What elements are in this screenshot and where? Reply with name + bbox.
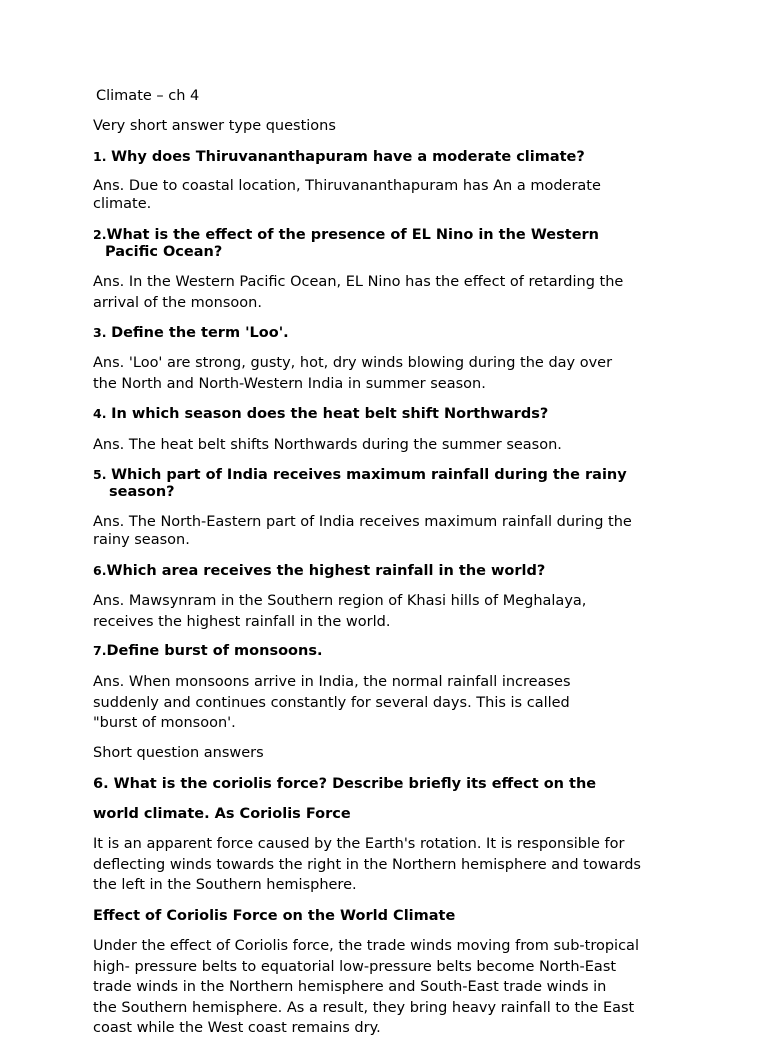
question-number: 5. bbox=[93, 467, 107, 482]
answer-line: arrival of the monsoon. bbox=[93, 294, 262, 311]
answer-line: Ans. When monsoons arrive in India, the normal rainfall increases bbox=[93, 674, 571, 690]
answer-line: Ans. In the Western Pacific Ocean, EL Nino has the effect of retarding the bbox=[93, 274, 624, 290]
question-number: 4. bbox=[93, 406, 107, 421]
answer-5 bbox=[93, 513, 632, 549]
question-1 bbox=[93, 147, 585, 167]
question-7 bbox=[93, 641, 322, 661]
paragraph-line: It is an apparent force caused by the Earth's rotation. It is responsible for bbox=[93, 836, 625, 852]
paragraph-line: coast while the West coast remains dry. bbox=[93, 1020, 381, 1036]
answer-line: climate. bbox=[93, 196, 152, 212]
answer-line: Ans. The North-Eastern part of India receives maximum rainfall during the bbox=[93, 514, 632, 530]
paragraph-line: deflecting winds towards the right in the Northern hemisphere and towards bbox=[93, 856, 641, 873]
long-question-6-line2: world climate. As Coriolis Force bbox=[93, 806, 351, 822]
answer-line: "burst of monsoon'. bbox=[93, 715, 236, 731]
effect-paragraph bbox=[93, 936, 639, 1039]
answer-line: Ans. Mawsynram in the Southern region of Khasi hills of Meghalaya, bbox=[93, 593, 587, 609]
question-number: 1. bbox=[93, 149, 107, 164]
answer-4: Ans. The heat belt shifts Northwards during the summer season. bbox=[93, 437, 562, 453]
question-5-continued: season? bbox=[109, 484, 175, 500]
long-question-6-line1: 6. What is the coriolis force? Describe briefly its effect on the bbox=[93, 776, 597, 792]
question-number: 2. bbox=[93, 227, 107, 242]
answer-2 bbox=[93, 272, 623, 313]
answer-line: suddenly and continues constantly for several days. This is called bbox=[93, 694, 570, 711]
question-number: 3. bbox=[93, 325, 107, 340]
question-text: What is the effect of the presence of EL Nino in the Western bbox=[106, 227, 599, 243]
question-text: Define the term 'Loo'. bbox=[111, 325, 289, 341]
question-text: Which part of India receives maximum rainfall during the rainy bbox=[111, 467, 627, 483]
paragraph-line: Under the effect of Coriolis force, the trade winds moving from sub-tropical bbox=[93, 938, 639, 954]
document-title: Climate – ch 4 bbox=[96, 88, 200, 104]
question-number: 7. bbox=[93, 643, 107, 658]
section-heading-short: Short question answers bbox=[93, 745, 264, 761]
paragraph-line: the left in the Southern hemisphere. bbox=[93, 877, 357, 893]
answer-1 bbox=[93, 177, 601, 213]
question-2-continued: Pacific Ocean? bbox=[105, 244, 223, 260]
answer-6 bbox=[93, 591, 586, 632]
paragraph-line: high- pressure belts to equatorial low-pressure belts become North-East bbox=[93, 958, 617, 975]
answer-line: Ans. 'Loo' are strong, gusty, hot, dry winds blowing during the day over bbox=[93, 355, 613, 371]
question-4 bbox=[93, 404, 548, 424]
question-text: Define burst of monsoons. bbox=[106, 643, 323, 659]
section-heading-very-short: Very short answer type questions bbox=[93, 118, 336, 134]
paragraph-line: the Southern hemisphere. As a result, they bring heavy rainfall to the East bbox=[93, 999, 635, 1016]
paragraph-line: trade winds in the Northern hemisphere and South-East trade winds in bbox=[93, 979, 607, 995]
answer-line: rainy season. bbox=[93, 532, 190, 548]
question-6 bbox=[93, 561, 545, 581]
question-text: Which area receives the highest rainfall in the world? bbox=[106, 563, 546, 579]
answer-line: receives the highest rainfall in the world. bbox=[93, 613, 391, 630]
question-text: In which season does the heat belt shift Northwards? bbox=[111, 406, 549, 422]
question-text: Why does Thiruvananthapuram have a moderate climate? bbox=[111, 149, 585, 165]
answer-line: the North and North-Western India in summer season. bbox=[93, 375, 486, 392]
answer-line: Ans. Due to coastal location, Thiruvananthapuram has An a moderate bbox=[93, 178, 601, 194]
effect-heading: Effect of Coriolis Force on the World Climate bbox=[93, 908, 456, 924]
coriolis-definition bbox=[93, 834, 641, 896]
question-3 bbox=[93, 323, 289, 343]
answer-7 bbox=[93, 672, 571, 734]
answer-3 bbox=[93, 353, 612, 394]
question-number: 6. bbox=[93, 563, 107, 578]
